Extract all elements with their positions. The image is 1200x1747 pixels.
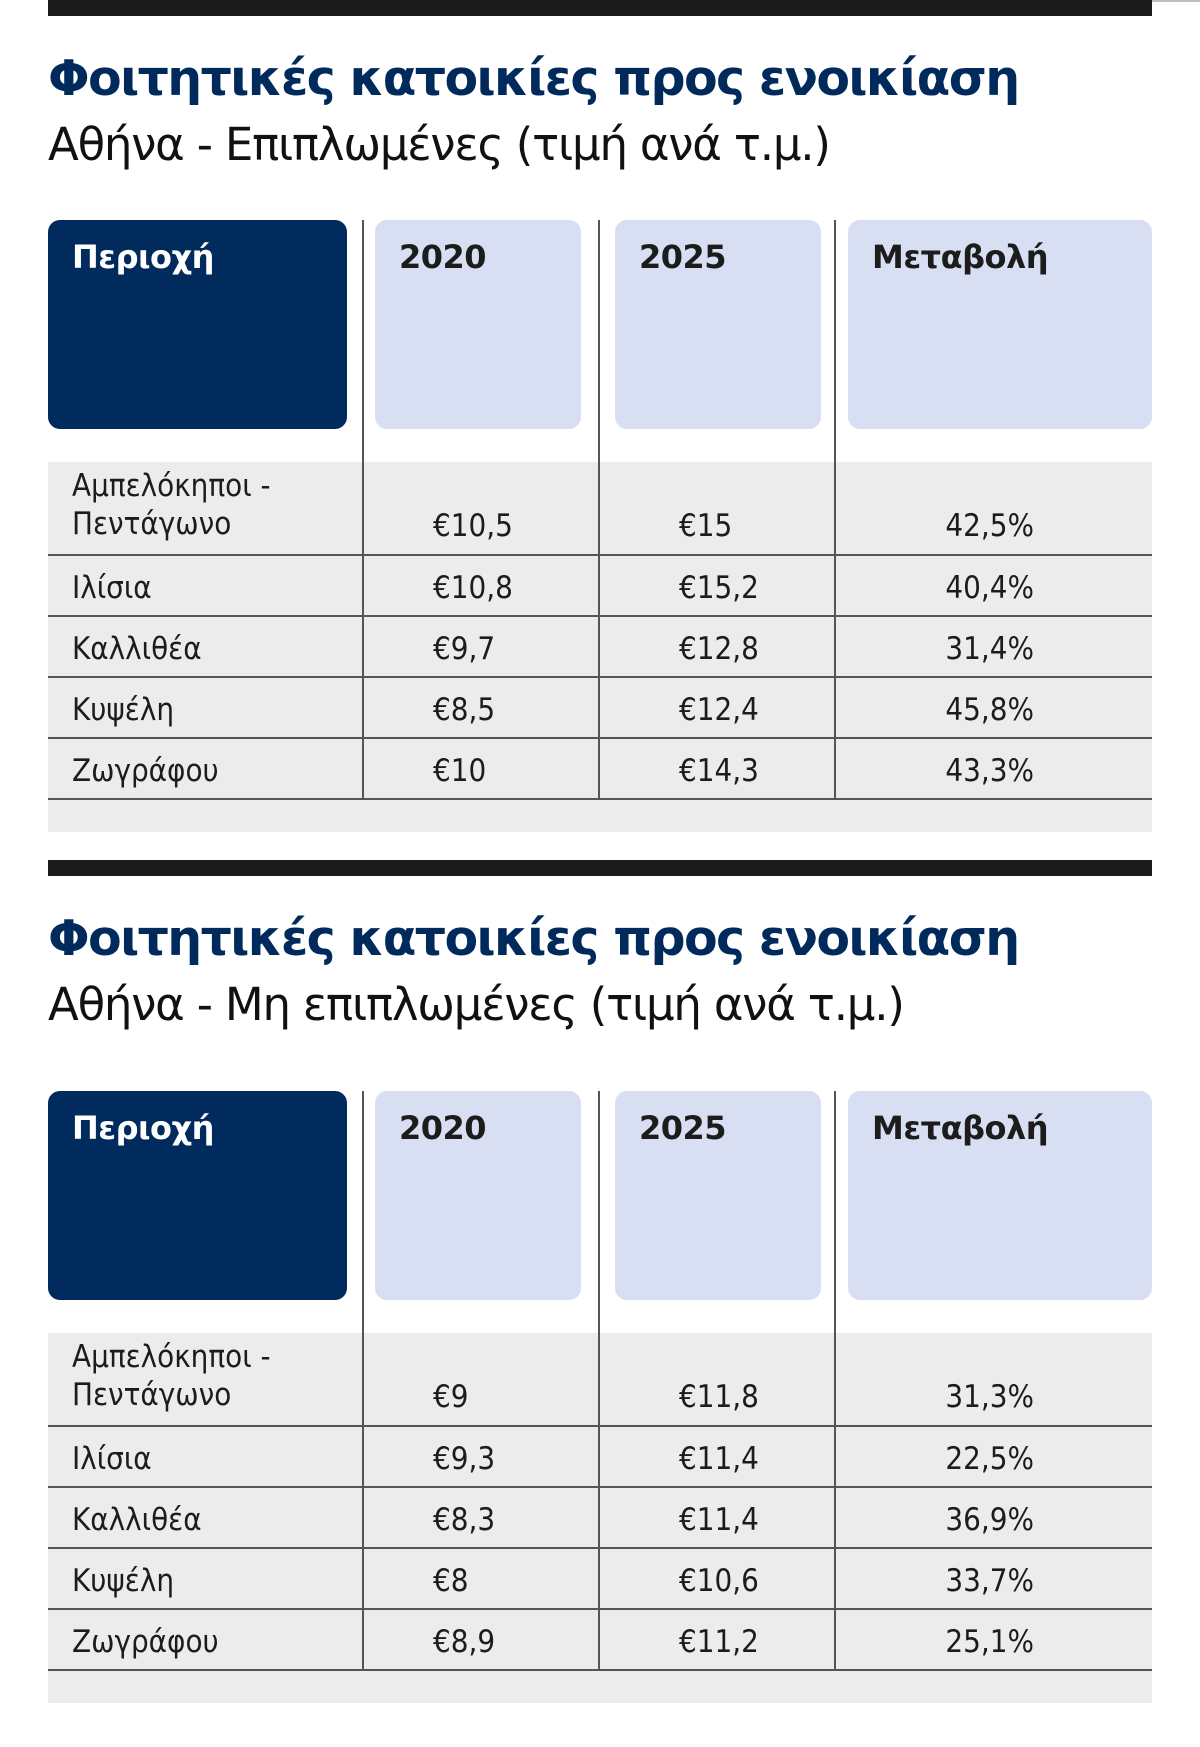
table-row: [48, 738, 1152, 799]
region-name: Ζωγράφου: [72, 1623, 219, 1660]
column-header-2025: 2025: [615, 1091, 821, 1300]
table-row: [48, 462, 1152, 555]
table-row: [48, 677, 1152, 738]
region-name: Καλλιθέα: [72, 630, 202, 667]
column-header-2025: 2025: [615, 220, 821, 429]
table-row: [48, 1426, 1152, 1487]
column-header-region: Περιοχή: [48, 220, 347, 429]
chart-subtitle: Αθήνα - Μη επιπλωμένες (τιμή ανά τ.μ.): [48, 978, 904, 1031]
data-table: [0, 1091, 1200, 1703]
value-2020: €10: [433, 752, 487, 789]
row-separator: [48, 1669, 1152, 1671]
value-change: 22,5%: [945, 1440, 1034, 1477]
value-2020: €9,3: [433, 1440, 496, 1477]
chart-title: Φοιτητικές κατοικίες προς ενοικίαση: [48, 50, 1019, 107]
section-hairline: [1152, 0, 1200, 2]
value-2025: €12,8: [679, 630, 759, 667]
table-row: [48, 555, 1152, 616]
value-2025: €11,2: [679, 1623, 759, 1660]
column-header-2020: 2020: [375, 1091, 581, 1300]
section-top-rule: [48, 860, 1152, 876]
value-change: 33,7%: [945, 1562, 1034, 1599]
region-name: Καλλιθέα: [72, 1501, 202, 1538]
region-name: Ιλίσια: [72, 1440, 152, 1477]
column-header-region: Περιοχή: [48, 1091, 347, 1300]
column-header-2020: 2020: [375, 220, 581, 429]
value-2025: €12,4: [679, 691, 759, 728]
table-row: [48, 616, 1152, 677]
row-separator: [48, 798, 1152, 800]
region-name: Κυψέλη: [72, 691, 175, 728]
column-header-change: Μεταβολή: [848, 1091, 1152, 1300]
table-row: [48, 1487, 1152, 1548]
value-change: 36,9%: [945, 1501, 1034, 1538]
value-2020: €8,9: [433, 1623, 496, 1660]
chart-subtitle: Αθήνα - Επιπλωμένες (τιμή ανά τ.μ.): [48, 118, 830, 171]
region-name: Ζωγράφου: [72, 752, 219, 789]
table-row: [48, 1609, 1152, 1670]
data-table: [0, 220, 1200, 832]
value-2025: €11,4: [679, 1501, 759, 1538]
value-change: 25,1%: [945, 1623, 1034, 1660]
value-change: 43,3%: [945, 752, 1034, 789]
region-name: Κυψέλη: [72, 1562, 175, 1599]
value-2020: €10,8: [433, 569, 513, 606]
value-2020: €9,7: [433, 630, 496, 667]
value-2020: €8: [433, 1562, 469, 1599]
value-2025: €11,8: [679, 1379, 759, 1415]
table-row: [48, 1333, 1152, 1426]
value-2020: €8,5: [433, 691, 496, 728]
value-2025: €11,4: [679, 1440, 759, 1477]
value-2025: €10,6: [679, 1562, 759, 1599]
value-2025: €14,3: [679, 752, 759, 789]
value-change: 40,4%: [945, 569, 1034, 606]
value-2020: €10,5: [433, 508, 513, 544]
section-top-rule: [48, 0, 1152, 16]
value-2020: €8,3: [433, 1501, 496, 1538]
value-change: 42,5%: [945, 508, 1034, 544]
region-name: Αμπελόκηποι - Πεντάγωνο: [72, 1339, 271, 1413]
value-2020: €9: [433, 1379, 469, 1415]
value-change: 31,4%: [945, 630, 1034, 667]
value-change: 45,8%: [945, 691, 1034, 728]
column-header-change: Μεταβολή: [848, 220, 1152, 429]
table-row: [48, 1548, 1152, 1609]
value-2025: €15: [679, 508, 733, 544]
region-name: Αμπελόκηποι - Πεντάγωνο: [72, 468, 271, 542]
chart-title: Φοιτητικές κατοικίες προς ενοικίαση: [48, 910, 1019, 967]
region-name: Ιλίσια: [72, 569, 152, 606]
value-change: 31,3%: [945, 1379, 1034, 1415]
value-2025: €15,2: [679, 569, 759, 606]
